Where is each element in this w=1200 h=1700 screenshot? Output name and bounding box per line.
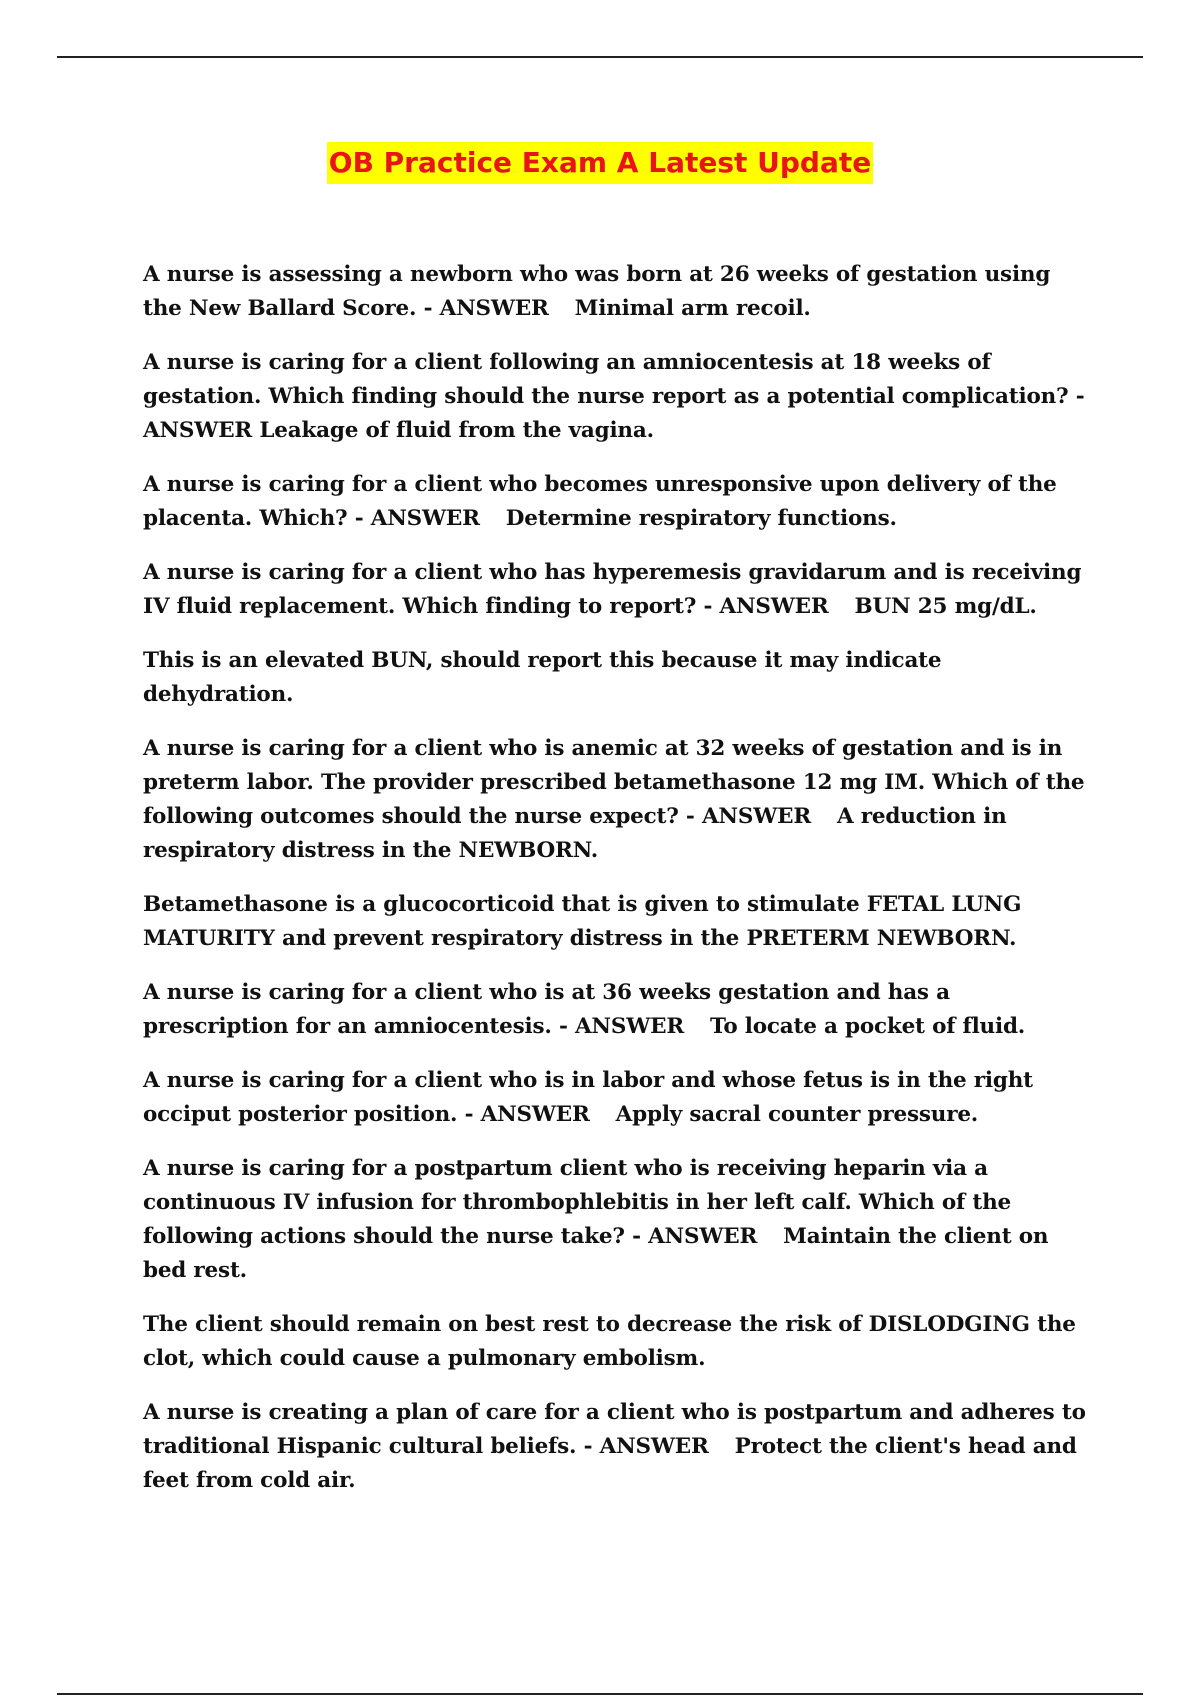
qa-item [143,258,1093,326]
question-text: A nurse is caring for a client who is anemic at 32 weeks of gestation and is in preterm labor. The provider prescribed betamethasone 12 mg IM. Which of the following outcomes should the nurse expect? - ANSWER [143,736,1085,829]
answer-text: Apply sacral counter pressure. [615,1102,979,1127]
qa-item [143,976,1093,1044]
answer-text: Minimal arm recoil. [574,296,811,321]
question-text: A nurse is caring for a client who has hyperemesis gravidarum and is receiving IV fluid replacement. Which finding to report? - ANSWER [143,560,1082,619]
question-text: A nurse is caring for a postpartum client who is receiving heparin via a continuous IV infusion for thrombophlebitis in her left calf. Which of the following actions should the nurse take? - ANSWER [143,1156,1012,1249]
qa-item [143,556,1093,624]
answer-text: Maintain the client on bed rest. [143,1224,1049,1283]
question-text: A nurse is caring for a client who is in labor and whose fetus is in the right occiput posterior position. - ANSWER [143,1068,1033,1127]
document-body [143,258,1093,1518]
top-rule [57,56,1143,58]
explanation-note: This is an elevated BUN, should report this because it may indicate dehydration. [143,648,942,707]
question-text: A nurse is creating a plan of care for a client who is postpartum and adheres to traditional Hispanic cultural beliefs. - ANSWER [143,1400,1086,1459]
qa-item [143,468,1093,536]
qa-item [143,1396,1093,1498]
question-text: A nurse is caring for a client who is at 36 weeks gestation and has a prescription for an amniocentesis. - ANSWER [143,980,950,1039]
bottom-rule [57,1693,1143,1695]
answer-text: A reduction in respiratory distress in the NEWBORN. [143,804,1007,863]
qa-item [143,346,1093,448]
answer-text: To locate a pocket of fluid. [710,1014,1026,1039]
answer-text: Determine respiratory functions. [505,506,897,531]
qa-item [143,1152,1093,1288]
qa-item [143,1064,1093,1132]
qa-item [143,732,1093,868]
question-text: A nurse is caring for a client who becomes unresponsive upon delivery of the placenta. Which? - ANSWER [143,472,1057,531]
document-title: OB Practice Exam A Latest Update [327,142,873,184]
answer-text: Leakage of fluid from the vagina. [259,418,654,443]
question-text: A nurse is assessing a newborn who was born at 26 weeks of gestation using the New Ballard Score. - ANSWER [143,262,1051,321]
title-container [0,142,1200,184]
answer-text: Protect the client's head and feet from cold air. [143,1434,1077,1493]
explanation-note: The client should remain on best rest to decrease the risk of DISLODGING the clot, which could cause a pulmonary embolism. [143,1312,1076,1371]
question-text: A nurse is caring for a client following an amniocentesis at 18 weeks of gestation. Which finding should the nurse report as a potential complication? - ANSWER [143,350,1085,443]
explanation-note: Betamethasone is a glucocorticoid that is given to stimulate FETAL LUNG MATURITY and prevent respiratory distress in the PRETERM NEWBORN. [143,892,1022,951]
answer-text: BUN 25 mg/dL. [854,594,1037,619]
